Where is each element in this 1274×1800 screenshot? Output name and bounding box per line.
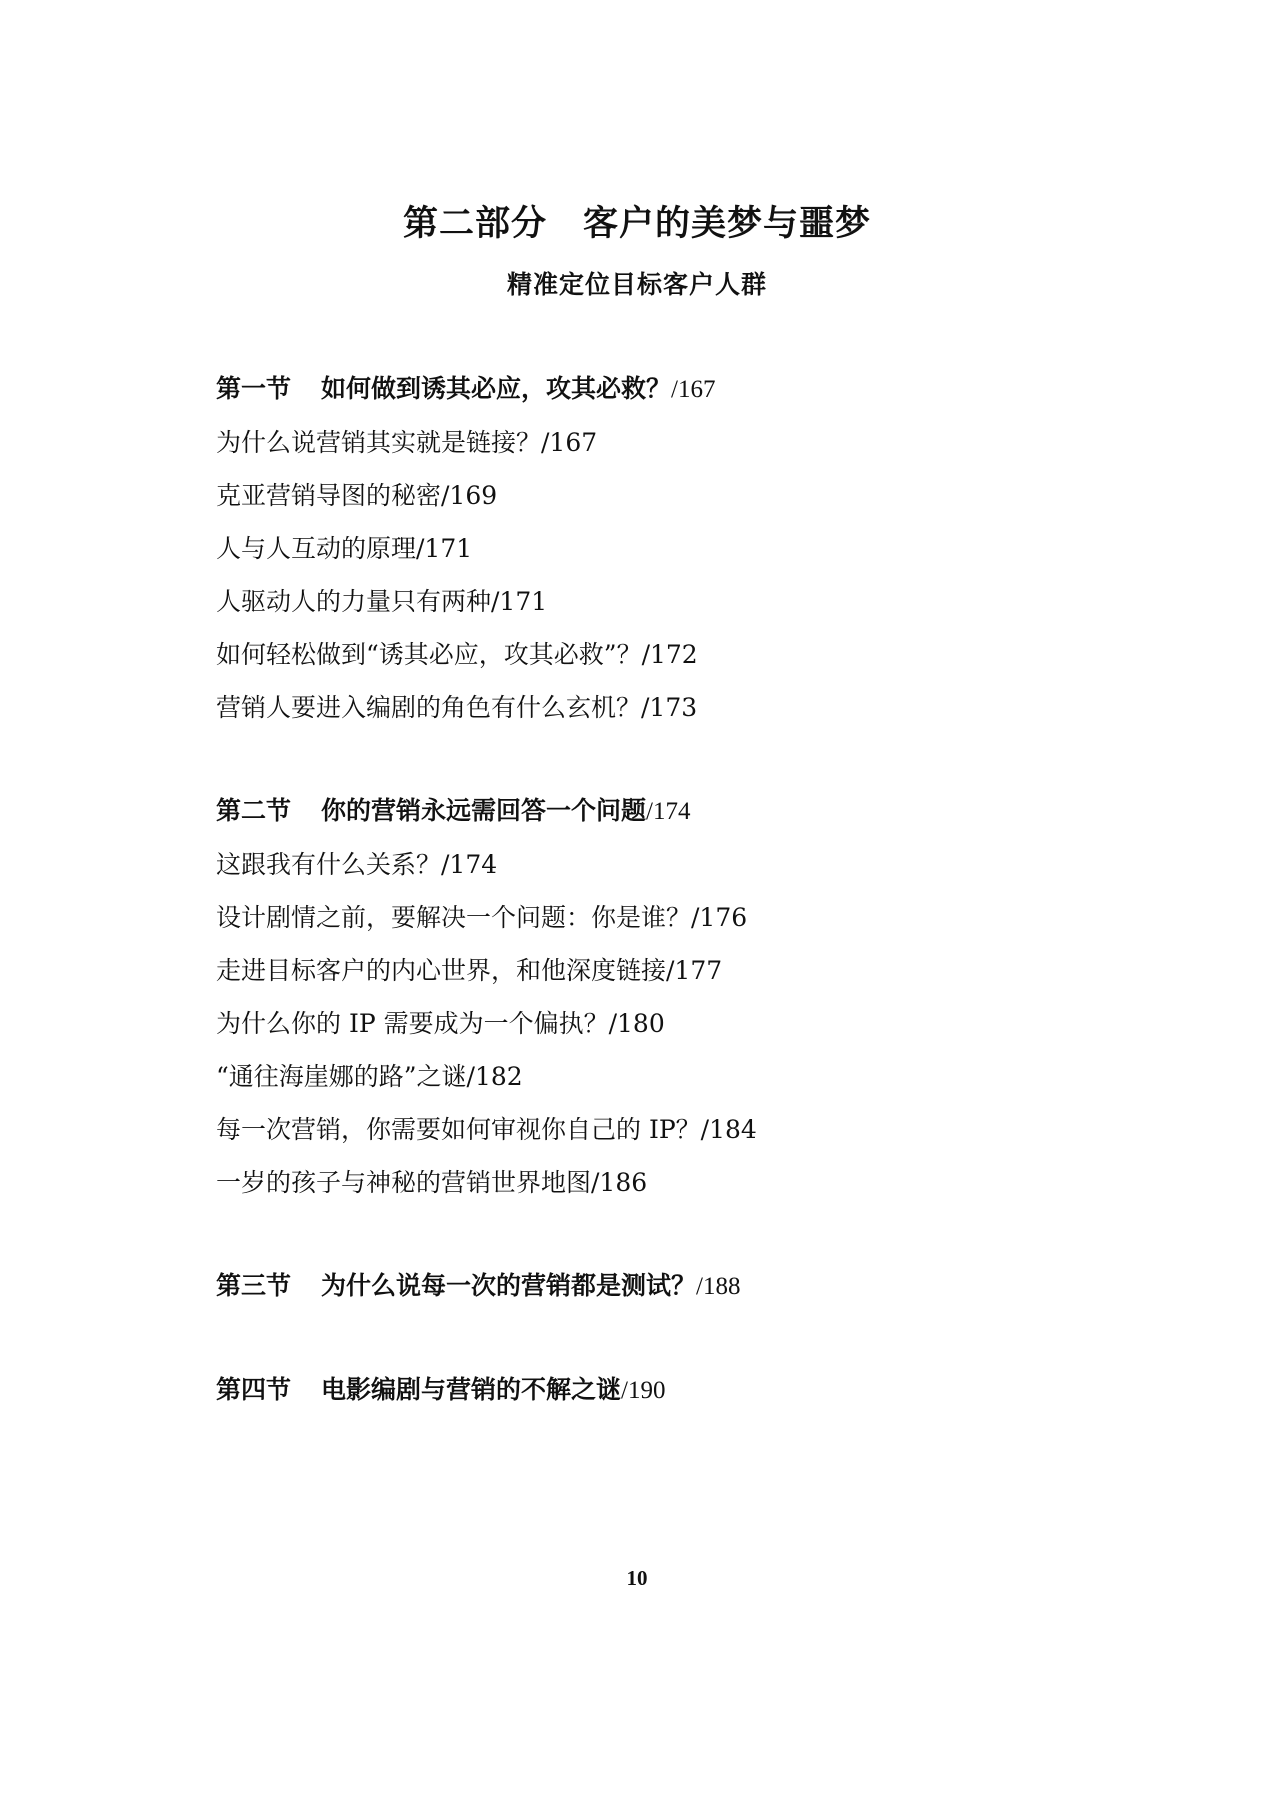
toc-entry: 走进目标客户的内心世界，和他深度链接/177 — [216, 956, 723, 985]
toc-entry: 人驱动人的力量只有两种/171 — [216, 587, 548, 616]
toc-entry: 为什么说营销其实就是链接？/167 — [216, 428, 598, 457]
section-heading — [216, 1363, 1116, 1417]
page-number: 10 — [626, 1566, 648, 1590]
toc-section-2 — [216, 784, 1116, 1209]
section-page: /188 — [696, 1273, 741, 1300]
section-page: /167 — [671, 376, 716, 403]
section-heading — [216, 784, 1116, 838]
toc-entry: 每一次营销，你需要如何审视你自己的 IP？/184 — [216, 1115, 757, 1144]
section-title: 如何做到诱其必应，攻其必救？ — [321, 374, 672, 403]
toc-entry: 这跟我有什么关系？/174 — [216, 850, 498, 879]
toc-entry: 克亚营销导图的秘密/169 — [216, 481, 498, 510]
toc-entry: 一岁的孩子与神秘的营销世界地图/186 — [216, 1168, 648, 1197]
section-title: 你的营销永远需回答一个问题 — [321, 796, 647, 825]
section-heading — [216, 1259, 1116, 1313]
section-label: 第二节 — [216, 796, 292, 825]
toc-section-4 — [216, 1363, 1116, 1417]
toc-entry: 如何轻松做到“诱其必应，攻其必救”？/172 — [216, 640, 698, 669]
section-label: 第一节 — [216, 374, 292, 403]
toc-section-1 — [216, 362, 1116, 734]
toc-entry: 设计剧情之前，要解决一个问题：你是谁？/176 — [216, 903, 748, 932]
section-label: 第三节 — [216, 1271, 292, 1300]
part-subtitle: 精准定位目标客户人群 — [506, 270, 767, 299]
table-of-contents — [216, 362, 1116, 1467]
section-page: /190 — [621, 1377, 666, 1404]
section-page: /174 — [646, 798, 691, 825]
section-title: 为什么说每一次的营销都是测试？ — [321, 1271, 697, 1300]
toc-section-3 — [216, 1259, 1116, 1313]
part-title: 第二部分 客户的美梦与噩梦 — [402, 204, 871, 244]
toc-entry: 人与人互动的原理/171 — [216, 534, 473, 563]
toc-entry: 营销人要进入编剧的角色有什么玄机？/173 — [216, 693, 698, 722]
section-title: 电影编剧与营销的不解之谜 — [321, 1375, 622, 1404]
section-heading — [216, 362, 1116, 416]
toc-entry: “通往海崖娜的路”之谜/182 — [216, 1062, 523, 1091]
section-label: 第四节 — [216, 1375, 292, 1404]
toc-entry: 为什么你的 IP 需要成为一个偏执？/180 — [216, 1009, 665, 1038]
